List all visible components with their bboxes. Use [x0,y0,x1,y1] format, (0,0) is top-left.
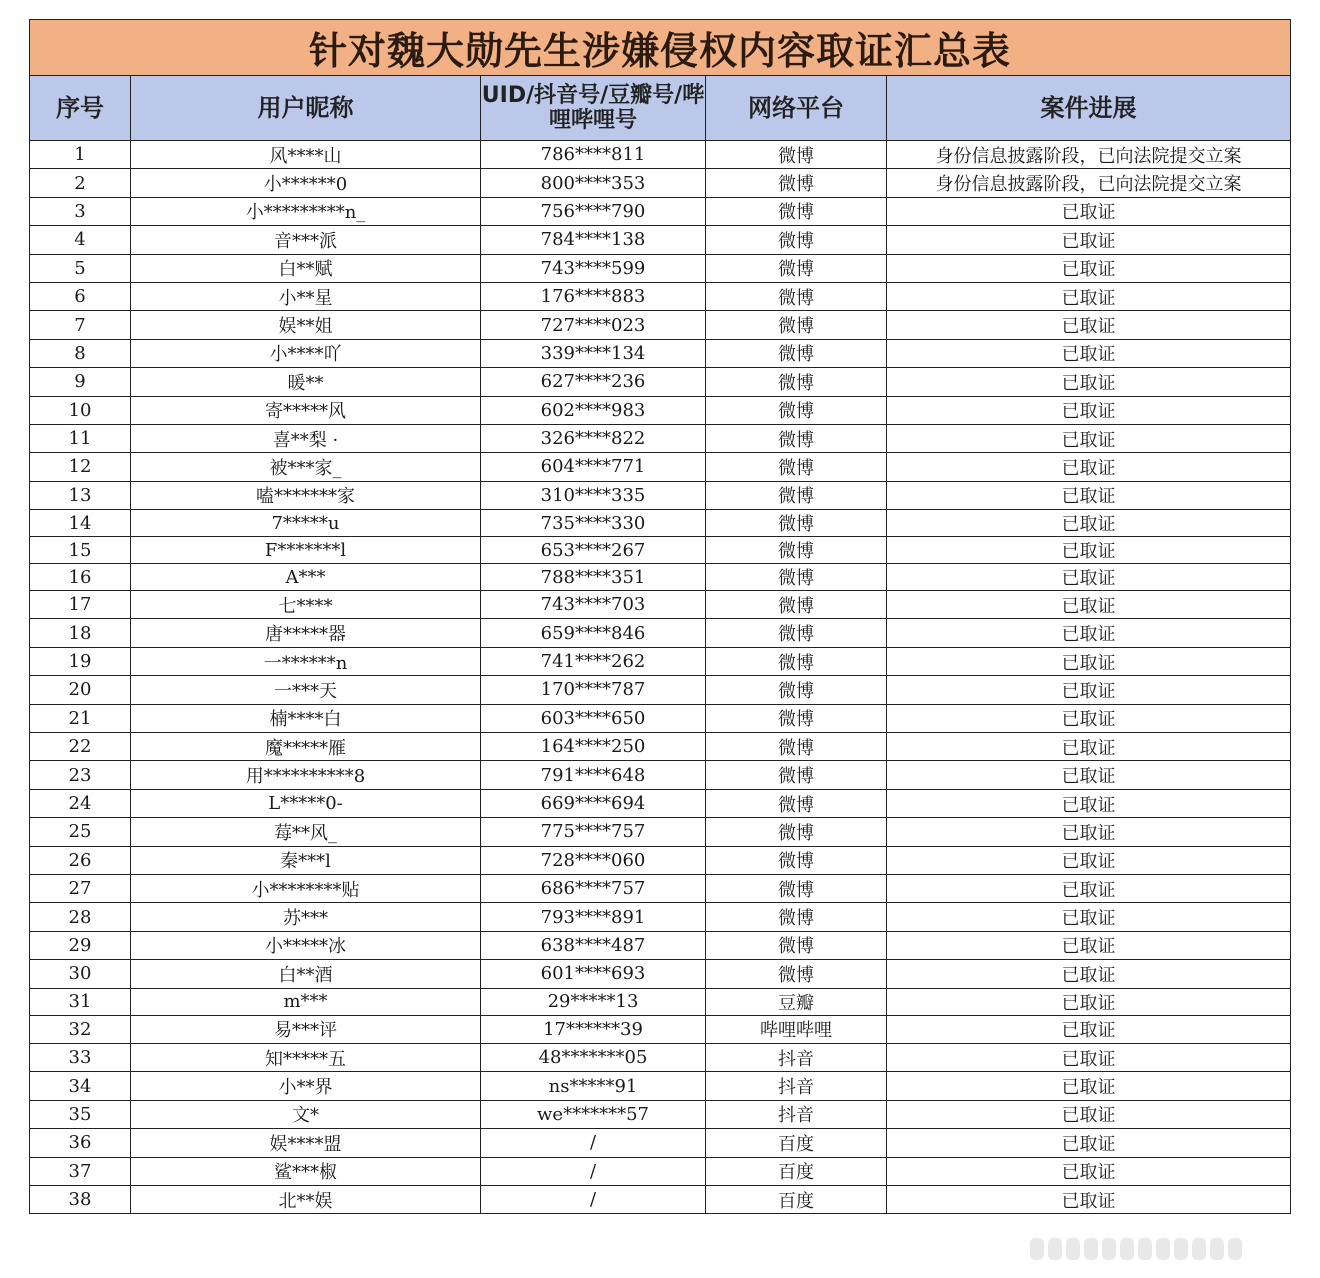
table-row [30,537,1291,564]
table-row [30,960,1291,988]
cell-uid: 310****335 [481,481,706,509]
header-progress: 案件进展 [887,76,1291,141]
table-row [30,1185,1291,1213]
cell-nickname: 北**娱 [131,1185,481,1213]
header-seq: 序号 [30,76,131,141]
cell-platform: 微博 [706,510,887,537]
table-row [30,424,1291,452]
table-row [30,481,1291,509]
cell-seq: 6 [30,282,131,310]
cell-platform: 微博 [706,396,887,424]
cell-progress: 已取证 [887,1015,1291,1043]
evidence-table [29,19,1291,1214]
table-body [30,141,1291,1214]
cell-platform: 微博 [706,368,887,396]
cell-nickname: 寄*****风 [131,396,481,424]
cell-seq: 22 [30,733,131,761]
header-nickname: 用户昵称 [131,76,481,141]
table-row [30,453,1291,481]
cell-seq: 10 [30,396,131,424]
cell-seq: 12 [30,453,131,481]
cell-seq: 16 [30,564,131,591]
cell-progress: 已取证 [887,1157,1291,1185]
watermark-decoration [1030,1238,1310,1264]
cell-uid: 176****883 [481,282,706,310]
cell-seq: 29 [30,931,131,959]
cell-uid: 29*****13 [481,988,706,1015]
cell-progress: 已取证 [887,1072,1291,1100]
cell-nickname: 一******n [131,647,481,675]
cell-nickname: 小****吖 [131,339,481,367]
cell-nickname: 娱****盟 [131,1129,481,1157]
cell-uid: 653****267 [481,537,706,564]
cell-platform: 微博 [706,874,887,902]
cell-seq: 15 [30,537,131,564]
cell-uid: 743****599 [481,254,706,282]
cell-seq: 24 [30,789,131,817]
table-row [30,931,1291,959]
cell-nickname: 音***派 [131,226,481,254]
cell-progress: 已取证 [887,1129,1291,1157]
cell-seq: 21 [30,704,131,732]
cell-uid: 800****353 [481,169,706,197]
cell-nickname: 小********贴 [131,874,481,902]
cell-uid: 784****138 [481,226,706,254]
cell-nickname: 小**界 [131,1072,481,1100]
cell-seq: 5 [30,254,131,282]
cell-platform: 百度 [706,1185,887,1213]
table-row [30,311,1291,339]
cell-seq: 32 [30,1015,131,1043]
cell-seq: 7 [30,311,131,339]
cell-progress: 已取证 [887,903,1291,931]
cell-uid: 638****487 [481,931,706,959]
cell-seq: 19 [30,647,131,675]
cell-seq: 11 [30,424,131,452]
table-row [30,647,1291,675]
cell-uid: / [481,1157,706,1185]
cell-progress: 已取证 [887,704,1291,732]
cell-seq: 36 [30,1129,131,1157]
cell-platform: 哔哩哔哩 [706,1015,887,1043]
cell-uid: 339****134 [481,339,706,367]
cell-uid: 791****648 [481,761,706,789]
cell-uid: 788****351 [481,564,706,591]
table-row [30,368,1291,396]
cell-platform: 抖音 [706,1100,887,1128]
cell-uid: 627****236 [481,368,706,396]
cell-progress: 已取证 [887,733,1291,761]
table-row [30,591,1291,619]
cell-platform: 微博 [706,789,887,817]
table-row [30,197,1291,225]
cell-progress: 已取证 [887,591,1291,619]
cell-progress: 已取证 [887,339,1291,367]
cell-nickname: 白**赋 [131,254,481,282]
cell-progress: 已取证 [887,619,1291,647]
cell-nickname: 喜**梨 · [131,424,481,452]
cell-platform: 微博 [706,453,887,481]
cell-uid: 659****846 [481,619,706,647]
cell-seq: 4 [30,226,131,254]
cell-progress: 已取证 [887,564,1291,591]
table-row [30,564,1291,591]
cell-uid: 603****650 [481,704,706,732]
cell-uid: 735****330 [481,510,706,537]
cell-seq: 17 [30,591,131,619]
cell-progress: 已取证 [887,197,1291,225]
cell-seq: 2 [30,169,131,197]
cell-platform: 微博 [706,282,887,310]
table-row [30,1157,1291,1185]
cell-nickname: 被***家_ [131,453,481,481]
cell-seq: 33 [30,1043,131,1071]
cell-platform: 微博 [706,424,887,452]
cell-nickname: 嗑*******家 [131,481,481,509]
cell-seq: 30 [30,960,131,988]
cell-progress: 已取证 [887,1100,1291,1128]
cell-seq: 27 [30,874,131,902]
cell-uid: 786****811 [481,141,706,169]
cell-uid: 775****757 [481,818,706,846]
table-row [30,676,1291,704]
cell-platform: 微博 [706,169,887,197]
cell-progress: 已取证 [887,481,1291,509]
cell-uid: 164****250 [481,733,706,761]
cell-uid: 793****891 [481,903,706,931]
cell-seq: 28 [30,903,131,931]
cell-progress: 身份信息披露阶段，已向法院提交立案 [887,141,1291,169]
cell-progress: 已取证 [887,931,1291,959]
cell-nickname: 楠****白 [131,704,481,732]
cell-progress: 已取证 [887,254,1291,282]
table-row [30,761,1291,789]
cell-uid: 326****822 [481,424,706,452]
cell-nickname: 魔*****雁 [131,733,481,761]
cell-seq: 13 [30,481,131,509]
cell-platform: 百度 [706,1129,887,1157]
table-row [30,1129,1291,1157]
cell-progress: 已取证 [887,818,1291,846]
cell-platform: 豆瓣 [706,988,887,1015]
cell-uid: 17******39 [481,1015,706,1043]
cell-nickname: 小*********n_ [131,197,481,225]
cell-platform: 微博 [706,254,887,282]
table-row [30,1100,1291,1128]
cell-nickname: 一***天 [131,676,481,704]
cell-platform: 微博 [706,481,887,509]
cell-seq: 23 [30,761,131,789]
cell-platform: 微博 [706,931,887,959]
cell-uid: 727****023 [481,311,706,339]
header-platform: 网络平台 [706,76,887,141]
cell-platform: 微博 [706,141,887,169]
cell-uid: / [481,1129,706,1157]
cell-uid: 602****983 [481,396,706,424]
cell-nickname: 用**********8 [131,761,481,789]
cell-platform: 微博 [706,591,887,619]
cell-platform: 微博 [706,197,887,225]
cell-progress: 已取证 [887,1185,1291,1213]
cell-platform: 百度 [706,1157,887,1185]
header-uid: UID/抖音号/豆瓣号/哔哩哔哩号 [481,76,706,141]
table-row [30,733,1291,761]
cell-uid: 686****757 [481,874,706,902]
cell-nickname: L*****0- [131,789,481,817]
cell-seq: 18 [30,619,131,647]
table-title: 针对魏大勋先生涉嫌侵权内容取证汇总表 [30,20,1291,76]
cell-platform: 微博 [706,733,887,761]
cell-progress: 已取证 [887,453,1291,481]
cell-nickname: 白**酒 [131,960,481,988]
cell-progress: 已取证 [887,396,1291,424]
evidence-summary-sheet [29,19,1290,1214]
table-row [30,988,1291,1015]
cell-uid: 601****693 [481,960,706,988]
table-row [30,1072,1291,1100]
cell-nickname: A*** [131,564,481,591]
cell-nickname: 秦***l [131,846,481,874]
cell-platform: 微博 [706,960,887,988]
table-row [30,818,1291,846]
cell-seq: 35 [30,1100,131,1128]
cell-platform: 微博 [706,619,887,647]
cell-seq: 25 [30,818,131,846]
table-row [30,396,1291,424]
table-row [30,619,1291,647]
cell-progress: 已取证 [887,368,1291,396]
cell-uid: / [481,1185,706,1213]
cell-seq: 26 [30,846,131,874]
cell-nickname: 易***评 [131,1015,481,1043]
cell-progress: 身份信息披露阶段，已向法院提交立案 [887,169,1291,197]
cell-seq: 9 [30,368,131,396]
cell-nickname: 莓**风_ [131,818,481,846]
cell-seq: 38 [30,1185,131,1213]
cell-seq: 8 [30,339,131,367]
cell-nickname: F*******l [131,537,481,564]
table-row [30,846,1291,874]
cell-uid: we*******57 [481,1100,706,1128]
cell-progress: 已取证 [887,282,1291,310]
cell-platform: 微博 [706,226,887,254]
cell-platform: 微博 [706,564,887,591]
table-row [30,282,1291,310]
cell-nickname: 七**** [131,591,481,619]
table-row [30,789,1291,817]
cell-platform: 微博 [706,704,887,732]
cell-nickname: 唐*****器 [131,619,481,647]
cell-progress: 已取证 [887,647,1291,675]
cell-progress: 已取证 [887,988,1291,1015]
cell-seq: 14 [30,510,131,537]
cell-nickname: 小**星 [131,282,481,310]
cell-platform: 抖音 [706,1072,887,1100]
cell-progress: 已取证 [887,874,1291,902]
table-row [30,510,1291,537]
cell-seq: 3 [30,197,131,225]
cell-nickname: 7*****u [131,510,481,537]
cell-seq: 34 [30,1072,131,1100]
cell-platform: 微博 [706,818,887,846]
table-row [30,704,1291,732]
table-row [30,339,1291,367]
cell-uid: 604****771 [481,453,706,481]
table-row [30,874,1291,902]
cell-progress: 已取证 [887,510,1291,537]
cell-nickname: 苏*** [131,903,481,931]
cell-platform: 微博 [706,846,887,874]
table-row [30,1043,1291,1071]
cell-nickname: 小*****冰 [131,931,481,959]
cell-seq: 20 [30,676,131,704]
cell-progress: 已取证 [887,761,1291,789]
cell-nickname: 知*****五 [131,1043,481,1071]
cell-platform: 抖音 [706,1043,887,1071]
cell-progress: 已取证 [887,960,1291,988]
table-row [30,141,1291,169]
cell-nickname: 文* [131,1100,481,1128]
cell-seq: 1 [30,141,131,169]
cell-progress: 已取证 [887,676,1291,704]
table-row [30,169,1291,197]
cell-nickname: 娱**姐 [131,311,481,339]
table-row [30,903,1291,931]
cell-seq: 31 [30,988,131,1015]
cell-uid: 743****703 [481,591,706,619]
cell-progress: 已取证 [887,226,1291,254]
cell-progress: 已取证 [887,424,1291,452]
cell-platform: 微博 [706,311,887,339]
cell-progress: 已取证 [887,537,1291,564]
cell-platform: 微博 [706,339,887,367]
cell-nickname: 暖** [131,368,481,396]
cell-uid: 170****787 [481,676,706,704]
cell-uid: 728****060 [481,846,706,874]
cell-platform: 微博 [706,537,887,564]
table-row [30,254,1291,282]
cell-seq: 37 [30,1157,131,1185]
cell-uid: 48*******05 [481,1043,706,1071]
header-row [30,76,1291,141]
table-row [30,226,1291,254]
cell-progress: 已取证 [887,789,1291,817]
cell-uid: ns*****91 [481,1072,706,1100]
cell-platform: 微博 [706,903,887,931]
cell-uid: 669****694 [481,789,706,817]
cell-nickname: 风****山 [131,141,481,169]
cell-progress: 已取证 [887,1043,1291,1071]
cell-platform: 微博 [706,647,887,675]
cell-uid: 756****790 [481,197,706,225]
cell-nickname: m*** [131,988,481,1015]
cell-platform: 微博 [706,761,887,789]
cell-uid: 741****262 [481,647,706,675]
cell-nickname: 小******0 [131,169,481,197]
table-row [30,1015,1291,1043]
cell-progress: 已取证 [887,846,1291,874]
cell-nickname: 鲨***椒 [131,1157,481,1185]
cell-progress: 已取证 [887,311,1291,339]
cell-platform: 微博 [706,676,887,704]
